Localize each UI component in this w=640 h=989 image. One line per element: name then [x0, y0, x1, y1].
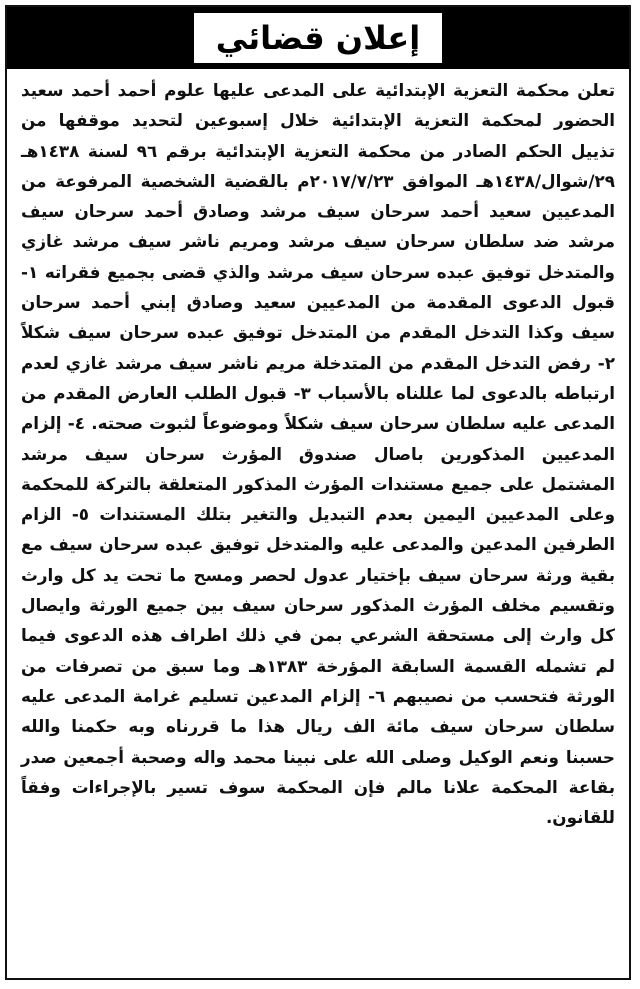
notice-header-bar: [7, 7, 629, 69]
notice-body-text: تعلن محكمة التعزية الإبتدائية على المدعى عليها علوم أحمد أحمد سعيد الحضور لمحكمة التعزية الإبتدائية خلال إسبوعين لتحديد موقفها من تذييل الحكم الصادر من محكمة التعزية الإبتدائية برقم ٩٦ لسنة ١٤٣٨هـ ٢٩/شوال/١٤٣٨هـ الموافق ٢٠١٧/٧/٢٣م بالقضية الشخصية المرفوعة من المدعيين سعيد أحمد سرحان سيف مرشد وصادق أحمد سرحان سيف مرشد ضد سلطان سرحان سيف مرشد ومريم ناشر سيف مرشد غازي والمتدخل توفيق عبده سرحان سيف مرشد والذي قضى بجميع فقراته ١- قبول الدعوى المقدمة من المدعيين سعيد وصادق إبني أحمد سرحان سيف وكذا التدخل المقدم من المتدخل توفيق عبده سرحان سيف شكلاً ٢- رفض التدخل المقدم من المتدخلة مريم ناشر سيف مرشد غازي لعدم ارتباطه بالدعوى لما عللناه بالأسباب ٣- قبول الطلب العارض المقدم من المدعى عليه سلطان سرحان سيف شكلاً وموضوعاً لثبوت صحته. ٤- إلزام المدعيين المذكورين باصال صندوق المؤرث سرحان سيف مرشد المشتمل على جميع مستندات المؤرث المذكور المتعلقة بالتركة للمحكمة وعلى المدعيين اليمين بعدم التبديل والتغير بتلك المستندات ٥- الزام الطرفين المدعين والمدعى عليه والمتدخل توفيق عبده سرحان سيف مع بقية ورثة سرحان سيف بإختيار عدول لحصر ومسح ما تحت يد كل وارث وتقسيم مخلف المؤرث المذكور سرحان سيف بين جميع الورثة وايصال كل وارث إلى مستحقة الشرعي بمن في ذلك اطراف هذه الدعوى فيما لم تشمله القسمة السابقة المؤرخة ١٣٨٣هـ وما سبق من تصرفات من الورثة فتحسب من نصيبهم ٦- إلزام المدعين تسليم غرامة المدعى عليه سلطان سرحان سيف مائة الف ريال هذا ما قررناه وبه حكمنا والله حسبنا ونعم الوكيل وصلى الله على نبينا محمد واله وصحبة أجمعين صدر بقاعة المحكمة علانا مالم فإن المحكمة سوف تسير بالإجراءات وفقاً للقانون.: [21, 80, 616, 828]
notice-title: إعلان قضائي: [215, 19, 421, 57]
notice-title-box: [192, 11, 444, 65]
judicial-notice: [5, 5, 631, 980]
